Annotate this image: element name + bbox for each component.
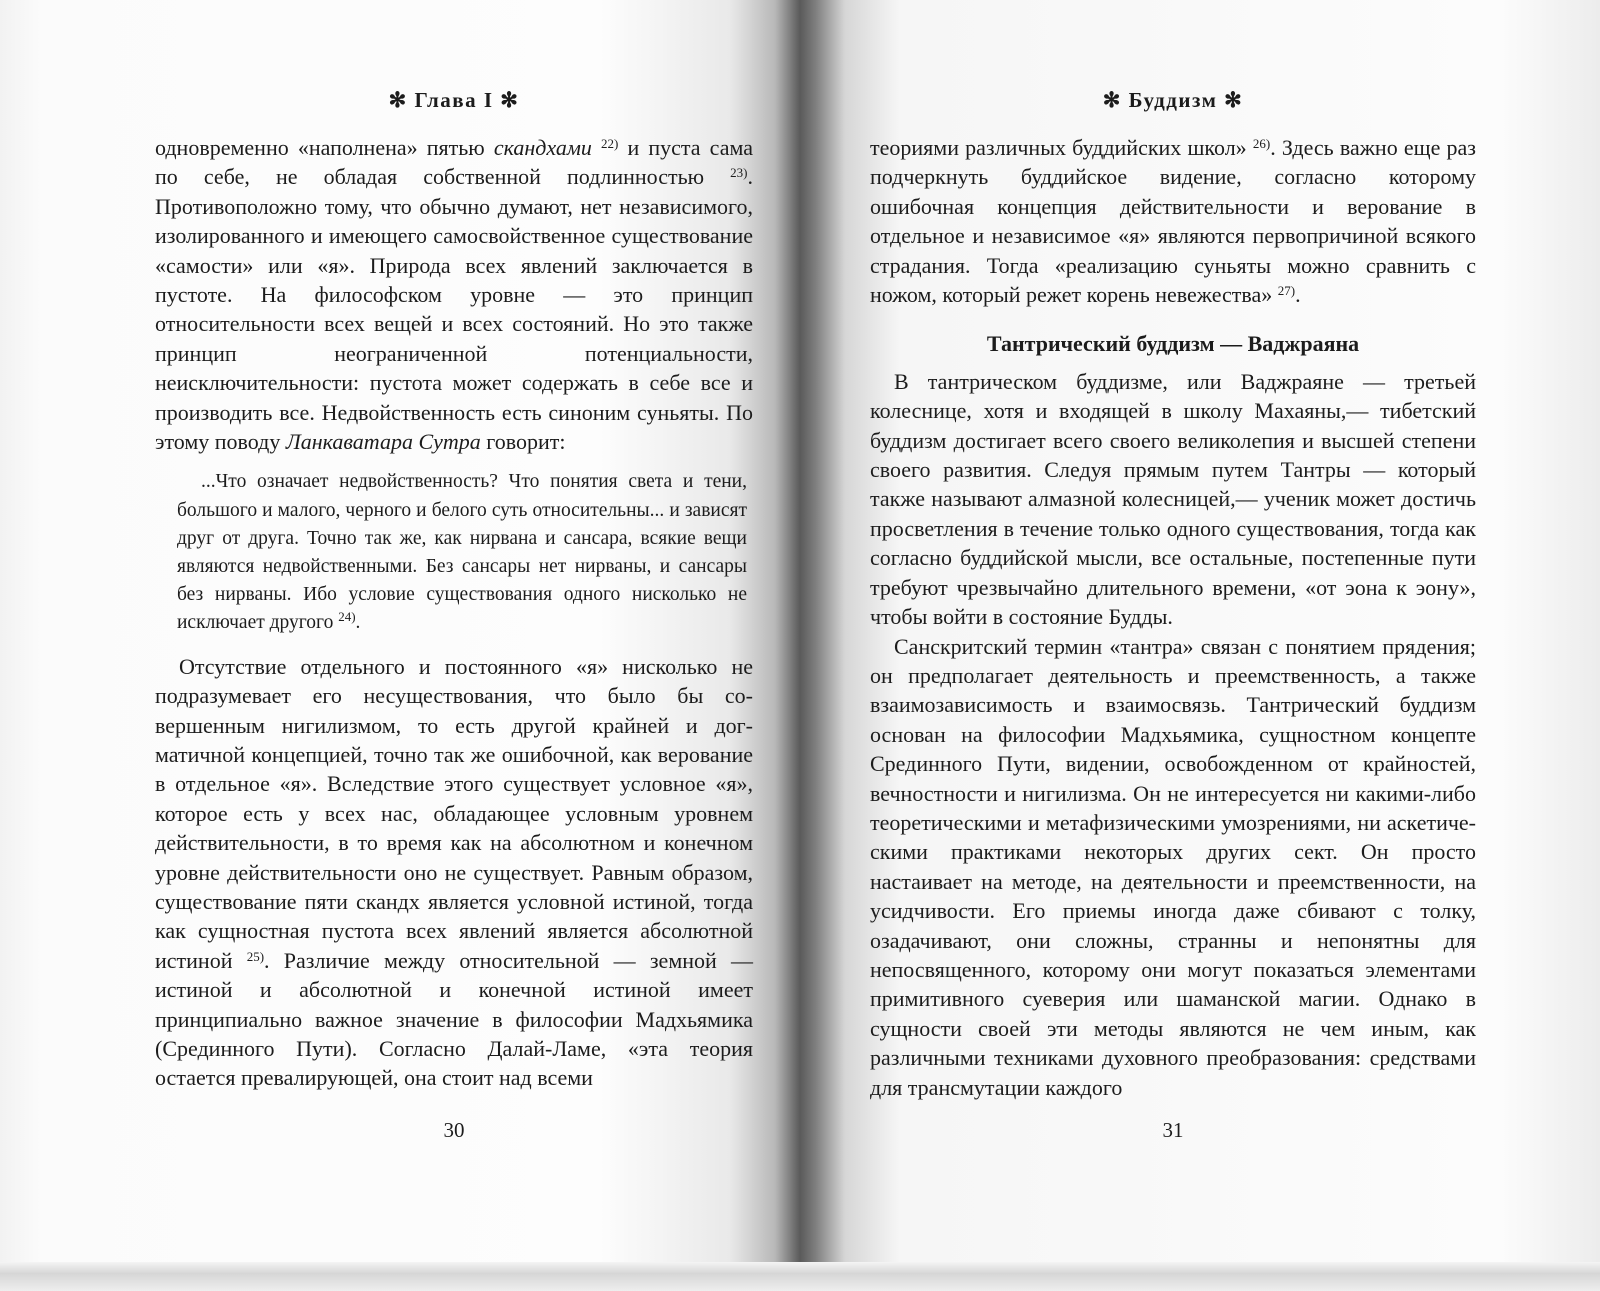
- text-run: и пуста сама по себе, не обладая собственной подлинностью: [155, 135, 754, 190]
- text-run: .: [355, 612, 361, 634]
- text-run: . Здесь важно еще раз подчеркнуть буддийское видение, согласно которому ошибочная концепция действительности и верование в отдельное и независимое «я» являются первопричиной всякого страдания. Тогда «реализацию суньяты можно сравнить с ножом, который режет корень невежества»: [870, 135, 1476, 308]
- quote-text: ...Что означает недвойственность? Что понятия света и тени, большого и малого, черного и белого суть относительны... и зависят друг от друга. Точно так же, как нирвана и сансара, всякие вещи являются недвойственными. Без сансары нет нирваны, и сансары без нирваны. Ибо условие существования одного нисколько не исключает другого: [177, 471, 747, 634]
- text-run: одновременно «наполнена» пятью: [155, 135, 494, 160]
- section-heading: Тантрический буддизм — Ваджраяна: [986, 331, 1360, 357]
- text-run: .: [1295, 282, 1301, 308]
- page-bottom-edge: [0, 1262, 1600, 1291]
- right-paragraph-2: В тантрическом буддизме, или Ваджраяне — третьей колеснице, хотя и входящей в школу Махаяны,— тибетский буддизм достигает всего своего великолепия и высшей степени своего развития. Следуя прямым путем Тантры — который также называют алмазной колесницей,— ученик может достичь просветления в течение только одного существования, тогда как согласно буддийской мысли, все остальные, постепенные пути требуют чрезвычайно длительного времени, «от эона к эону», чтобы войти в состояние Будды.: [870, 368, 1476, 630]
- left-page: [155, 0, 753, 1250]
- left-block-quote: [177, 468, 747, 637]
- italic-term: скандхами: [493, 135, 592, 160]
- left-paragraph-2: [155, 652, 753, 1093]
- left-page-number: 30: [443, 1118, 465, 1142]
- right-paragraph-3: Санскритский термин «тантра» связан с понятием прядения; он предполагает деятельность и преемственность, а также взаимозависимость и взаимосвязь. Тантрический буддизм основан на философии Мадхьямика, сущностном концепте Срединного Пути, видении, освобожденном от крайностей, вечностности и нигилизма. Он не интересуется ни какими-либо теоретическими и метафизическими умозрениями, ни аскетическими практиками некоторых других сект. Он просто настаивает на методе, на деятельности и преемственности, на усидчивости. Его приемы иногда даже сбивают с толку, озадачивают, они сложны, странны и непонятны для непосвященного, которому они могут показаться элементами примитивного суеверия или шаманской магии. Однако в сущности своей эти методы являются не чем иным, как различными техниками духовного преобразования: средствами для трансмутации каждого: [870, 633, 1476, 1100]
- right-running-head: ✻ Буддизм ✻: [1102, 88, 1244, 112]
- left-paragraph-1: [155, 133, 753, 456]
- footnote-marker: 27): [1277, 283, 1296, 299]
- right-body-text: [870, 133, 1476, 1102]
- left-body-text: [155, 133, 753, 1093]
- text-run: теориями различных буддийских школ»: [870, 135, 1247, 160]
- italic-title: Ланкаватара Сутра: [285, 429, 481, 455]
- right-paragraph-1: [870, 133, 1476, 309]
- footnote-marker: 25): [246, 948, 265, 964]
- text-run: . Противоположно тому, что обычно думают, нет независимого, изолированного и имеющего самосвойственное существование «самости» или «я». Природа всех явлений заключается в пустоте. На философском уровне — это принцип относительности всех вещей и всех состояний. Но это также принцип неограниченной потенциальности, неисключительности: пустота может содержать в себе все и производить все. Недвойственность есть синоним суньяты. По этому поводу: [155, 164, 754, 455]
- footnote-marker: 26): [1252, 136, 1271, 151]
- left-running-head: ✻ Глава I ✻: [388, 88, 520, 112]
- footnote-marker: 22): [601, 136, 619, 151]
- right-page: [870, 0, 1476, 1250]
- footnote-marker: 24): [338, 609, 356, 625]
- footnote-marker: 23): [730, 165, 748, 181]
- text-run: . Различие между относительной — земной — истиной и абсолютной и конечной истиной имеет принципиально важное значение в философии Мадхьямика (Срединного Пути). Согласно Далай-Ламе, «эта теория остается превалирующей, она стоит над всеми: [155, 947, 754, 1091]
- text-run: Отсутствие отдельного и постоянного «я» нисколько не подразумевает его несуществования, что было бы совершенным нигилизмом, то есть другой крайней и догматичной концепцией, точно так же ошибочной, как верование в отдельное «я». Вследствие этого существует условное «я», которое есть у всех нас, обладающее условным уровнем действительности, в то время как на абсолютном и конечном уровне действительности оно не существует. Равным образом, существование пяти скандх является условной истиной, тогда как сущностная пустота всех явлений является абсолютной истиной: [155, 653, 753, 973]
- right-page-number: 31: [1162, 1118, 1184, 1142]
- text-run: говорит:: [480, 429, 566, 455]
